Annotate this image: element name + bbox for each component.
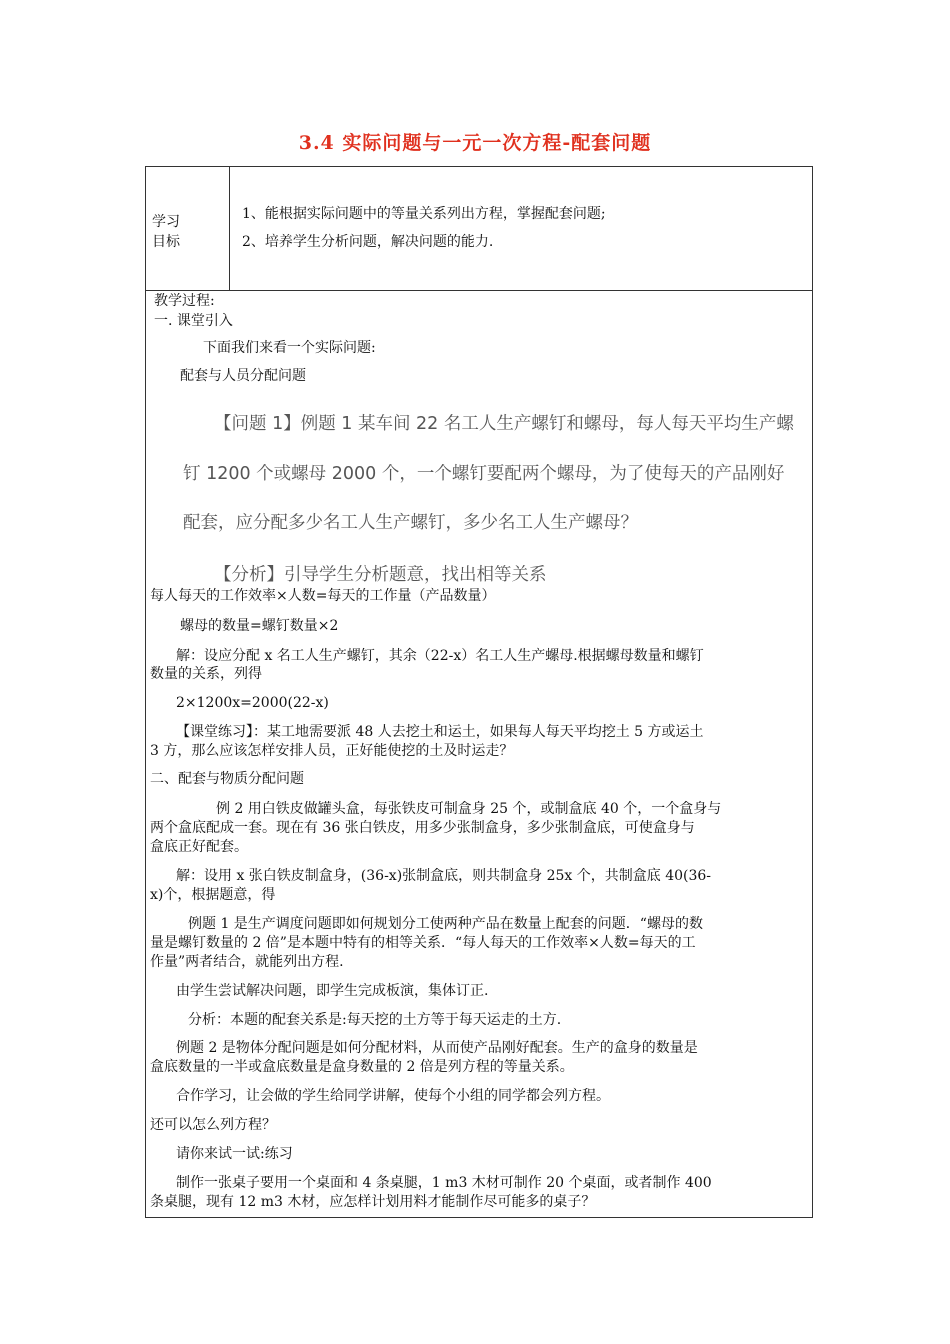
lesson-table xyxy=(145,166,813,1218)
section2-heading: 二、配套与物质分配问题 xyxy=(150,771,304,787)
example2-line: 两个盒底配成一套。现在有 36 张白铁皮，用多少张制盒身，多少张制盒底，可使盒身与 xyxy=(150,820,695,836)
solution1-line: 解：设应分配 x 名工人生产螺钉，其余（22-x）名工人生产螺母.根据螺母数量和螺钉 xyxy=(176,648,704,664)
exercise-line: 制作一张桌子要用一个桌面和 4 条桌腿，1 m3 木材可制作 20 个桌面，或者制作 400 xyxy=(176,1175,712,1191)
example2-line: 例 2 用白铁皮做罐头盒，每张铁皮可制盒身 25 个，或制盒底 40 个，一个盒身与 xyxy=(216,801,722,817)
note1-line: 例题 1 是生产调度问题即如何规划分工使两种产品在数量上配套的问题．“螺母的数 xyxy=(188,916,703,932)
solution1-line: 数量的关系，列得 xyxy=(150,666,262,682)
subheading-personnel: 配套与人员分配问题 xyxy=(180,368,306,384)
exercise-line: 条桌腿，现有 12 m3 木材，应怎样计划用料才能制作尽可能多的桌子？ xyxy=(150,1194,596,1210)
analysis-line: 【分析】引导学生分析题意，找出相等关系 xyxy=(214,565,547,585)
objective-item: 1、能根据实际问题中的等量关系列出方程，掌握配套问题; xyxy=(242,206,606,222)
objective-item: 2、培养学生分析问题，解决问题的能力. xyxy=(242,234,494,250)
equation1: 2×1200x=2000(22-x) xyxy=(176,695,329,711)
solution2-line: 解：设用 x 张白铁皮制盒身，(36-x)张制盒底，则共制盒身 25x 个，共制盒底 40(36- xyxy=(176,868,712,884)
practice-line: 3 方，那么应该怎样安排人员，正好能使挖的土及时运走？ xyxy=(150,743,514,759)
problem1-line: 【问题 1】例题 1 某车间 22 名工人生产螺钉和螺母，每人每天平均生产螺 xyxy=(214,414,794,434)
other-equation-question: 还可以怎么列方程？ xyxy=(150,1117,276,1133)
try-heading: 请你来试一试:练习 xyxy=(176,1146,293,1162)
note2-line: 盒底数量的一半或盒底数量是盒身数量的 2 倍是列方程的等量关系。 xyxy=(150,1059,574,1075)
objectives-label-line2: 目标 xyxy=(152,234,180,250)
note2-line: 例题 2 是物体分配问题是如何分配材料，从而使产品刚好配套。生产的盒身的数量是 xyxy=(176,1040,698,1056)
problem1-line: 配套，应分配多少名工人生产螺钉，多少名工人生产螺母？ xyxy=(183,513,638,533)
objectives-row xyxy=(146,167,812,291)
example2-line: 盒底正好配套。 xyxy=(150,839,248,855)
problem1-line: 钉 1200 个或螺母 2000 个，一个螺钉要配两个螺母，为了使每天的产品刚好 xyxy=(183,464,785,484)
equation-nut: 螺母的数量=螺钉数量×2 xyxy=(180,618,339,634)
intro-text: 下面我们来看一个实际问题: xyxy=(203,340,376,356)
practice-line: 【课堂练习】：某工地需要派 48 人去挖土和运土，如果每人每天平均挖土 5 方或运土 xyxy=(176,724,704,740)
objectives-label-line1: 学习 xyxy=(152,214,180,230)
equation-work: 每人每天的工作效率×人数=每天的工作量（产品数量） xyxy=(150,588,496,604)
page-title: 3.4 实际问题与一元一次方程-配套问题 xyxy=(298,132,652,154)
objectives-label-cell xyxy=(146,167,230,290)
board-text: 由学生尝试解决问题，即学生完成板演，集体订正. xyxy=(176,983,489,999)
coop-text: 合作学习，让会做的学生给同学讲解，使每个小组的同学都会列方程。 xyxy=(176,1088,610,1104)
analysis2-text: 分析：本题的配套关系是:每天挖的土方等于每天运走的土方. xyxy=(188,1012,562,1028)
note1-line: 作量”两者结合，就能列出方程. xyxy=(150,954,344,970)
section-intro-heading: 一. 课堂引入 xyxy=(154,313,233,329)
solution2-line: x)个，根据题意，得 xyxy=(150,887,276,903)
process-heading: 教学过程: xyxy=(154,293,215,309)
note1-line: 量是螺钉数量的 2 倍”是本题中特有的相等关系．“每人每天的工作效率×人数=每天的工 xyxy=(150,935,696,951)
